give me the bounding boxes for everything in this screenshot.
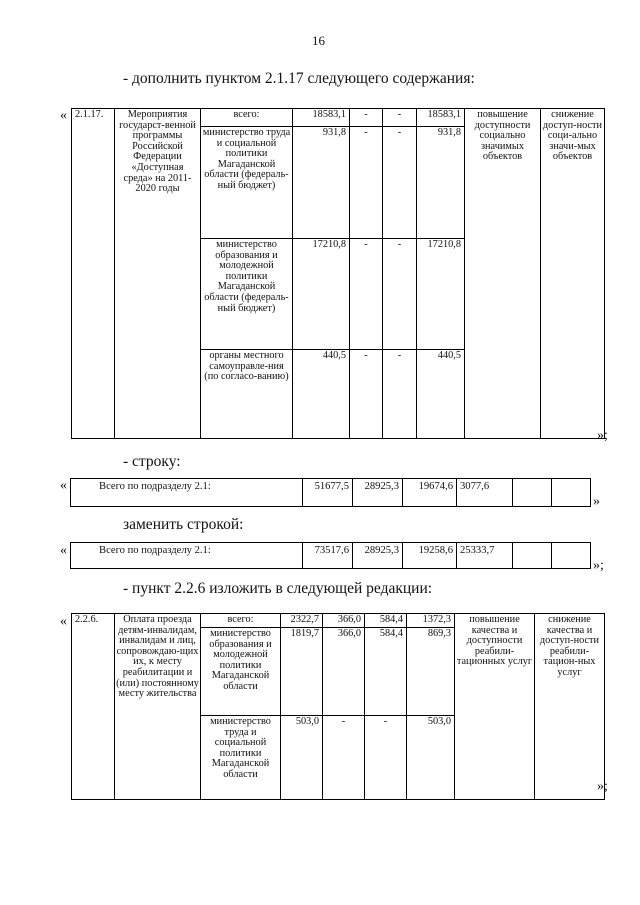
cell-value: 51677,5 bbox=[303, 479, 353, 507]
row-label: министерство труда и социальной политики Магаданской области bbox=[201, 716, 281, 800]
cell-value: 584,4 bbox=[365, 614, 407, 628]
cell-value: 503,0 bbox=[281, 716, 323, 800]
cell-value: - bbox=[350, 239, 383, 350]
empty-cell bbox=[513, 543, 552, 569]
page-number: 16 bbox=[312, 33, 325, 48]
cell-value: - bbox=[383, 109, 417, 127]
paragraph-replace: заменить строкой: bbox=[123, 516, 244, 533]
indicator-text: снижение качества и доступ-ности реабили-тацион-ных услуг bbox=[535, 614, 605, 800]
cell-value: - bbox=[350, 350, 383, 439]
close-quote: »; bbox=[593, 558, 604, 573]
cell-value: 18583,1 bbox=[417, 109, 465, 127]
empty-cell bbox=[552, 543, 591, 569]
open-quote: « bbox=[60, 614, 67, 629]
cell-value: 366,0 bbox=[323, 628, 365, 716]
cell-value: 19674,6 bbox=[403, 479, 457, 507]
close-quote: » bbox=[593, 494, 600, 509]
cell-value: 584,4 bbox=[365, 628, 407, 716]
cell-value: 19258,6 bbox=[403, 543, 457, 569]
cell-value: 18583,1 bbox=[293, 109, 350, 127]
empty-cell bbox=[552, 479, 591, 507]
cell-value: 17210,8 bbox=[417, 239, 465, 350]
total-label: Всего по подразделу 2.1: bbox=[71, 479, 303, 507]
cell-value: 503,0 bbox=[407, 716, 455, 800]
row-label: министерство образования и молодежной политики Магаданской области (федераль-ный бюджет) bbox=[201, 239, 293, 350]
table-item-2-2-6 bbox=[71, 613, 605, 800]
open-quote: « bbox=[60, 108, 67, 123]
item-code: 2.2.6. bbox=[72, 614, 115, 800]
cell-value: 440,5 bbox=[293, 350, 350, 439]
result-text: повышение доступности социально значимых объектов bbox=[465, 109, 541, 439]
cell-value: 366,0 bbox=[323, 614, 365, 628]
cell-value: - bbox=[365, 716, 407, 800]
cell-value: 1372,3 bbox=[407, 614, 455, 628]
cell-value: - bbox=[323, 716, 365, 800]
cell-value: 1819,7 bbox=[281, 628, 323, 716]
cell-value: 869,3 bbox=[407, 628, 455, 716]
cell-value: 28925,3 bbox=[353, 543, 403, 569]
row-label: всего: bbox=[201, 109, 293, 127]
empty-cell bbox=[513, 479, 552, 507]
result-text: повышение качества и доступности реабили-тационных услуг bbox=[455, 614, 535, 800]
cell-value: - bbox=[383, 127, 417, 239]
close-quote: »; bbox=[597, 428, 608, 443]
cell-value: 25333,7 bbox=[457, 543, 513, 569]
cell-value: 17210,8 bbox=[293, 239, 350, 350]
cell-value: - bbox=[383, 239, 417, 350]
cell-value: - bbox=[350, 127, 383, 239]
cell-value: - bbox=[350, 109, 383, 127]
item-name: Оплата проезда детям-инвалидам, инвалидам и лиц, сопровождаю-щих их, к месту реабилитации и (или) постоянному месту жительства bbox=[115, 614, 201, 800]
table-item-2-1-17 bbox=[71, 108, 605, 439]
table-old-total bbox=[70, 478, 591, 507]
cell-value: 3077,6 bbox=[457, 479, 513, 507]
item-code: 2.1.17. bbox=[72, 109, 115, 439]
row-label: органы местного самоуправле-ния (по согласо-ванию) bbox=[201, 350, 293, 439]
cell-value: 931,8 bbox=[293, 127, 350, 239]
open-quote: « bbox=[60, 543, 67, 558]
item-name: Мероприятия государст-венной программы Российской Федерации «Доступная среда» на 2011-2020 годы bbox=[115, 109, 201, 439]
cell-value: - bbox=[383, 350, 417, 439]
indicator-text: снижение доступ-ности соци-ально значи-мых объектов bbox=[541, 109, 605, 439]
row-label: всего: bbox=[201, 614, 281, 628]
row-label: министерство труда и социальной политики Магаданской области (федераль-ный бюджет) bbox=[201, 127, 293, 239]
open-quote: « bbox=[60, 478, 67, 493]
paragraph-row: - строку: bbox=[123, 453, 181, 470]
cell-value: 73517,6 bbox=[303, 543, 353, 569]
cell-value: 28925,3 bbox=[353, 479, 403, 507]
row-label: министерство образования и молодежной политики Магаданской области bbox=[201, 628, 281, 716]
cell-value: 440,5 bbox=[417, 350, 465, 439]
paragraph-item-2-2-6: - пункт 2.2.6 изложить в следующей редакции: bbox=[123, 580, 433, 597]
cell-value: 931,8 bbox=[417, 127, 465, 239]
total-label: Всего по подразделу 2.1: bbox=[71, 543, 303, 569]
close-quote: »; bbox=[597, 779, 608, 794]
paragraph-add-item: - дополнить пунктом 2.1.17 следующего содержания: bbox=[123, 70, 475, 87]
cell-value: 2322,7 bbox=[281, 614, 323, 628]
table-new-total bbox=[70, 542, 591, 569]
